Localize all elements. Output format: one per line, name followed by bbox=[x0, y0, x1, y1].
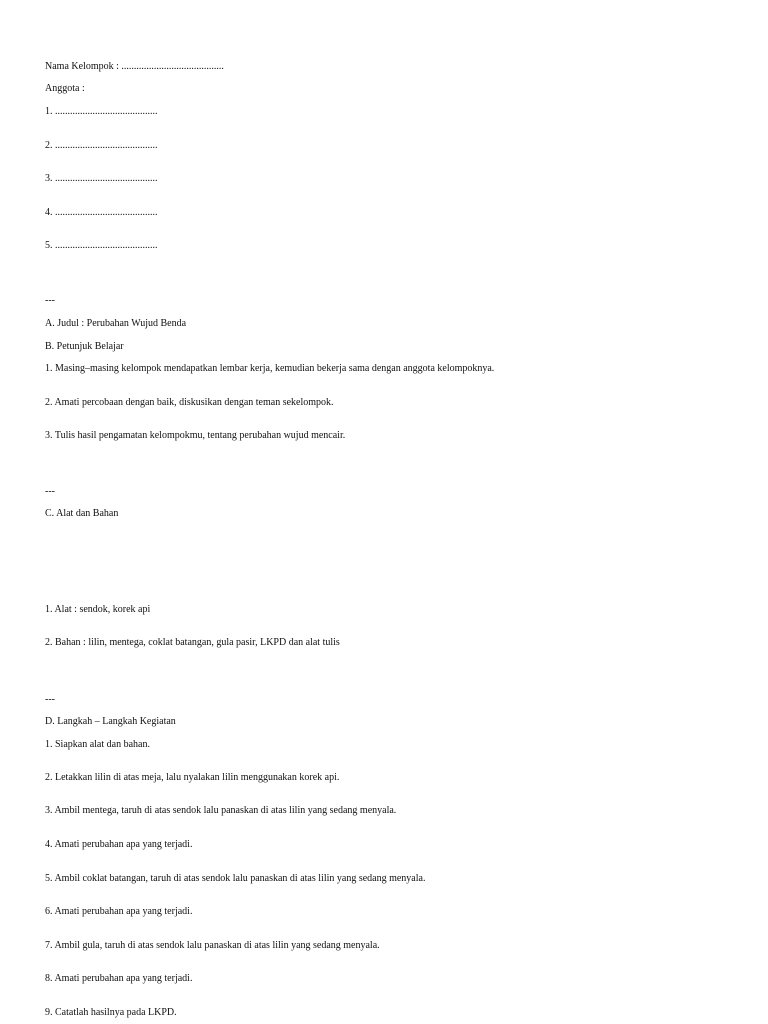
separator-2: --- bbox=[45, 486, 55, 497]
separator-1: --- bbox=[45, 295, 55, 306]
step-item-8: 8. Amati perubahan apa yang terjadi. bbox=[45, 973, 193, 984]
member-line-3: 3. ......................................... bbox=[45, 173, 158, 184]
material-item-1: 1. Alat : sendok, korek api bbox=[45, 604, 151, 615]
section-b-title: B. Petunjuk Belajar bbox=[45, 341, 124, 352]
separator-3: --- bbox=[45, 694, 55, 705]
step-item-9: 9. Catatlah hasilnya pada LKPD. bbox=[45, 1007, 177, 1018]
member-line-1: 1. ......................................... bbox=[45, 106, 158, 117]
member-line-2: 2. ......................................... bbox=[45, 140, 158, 151]
member-line-4: 4. ......................................... bbox=[45, 207, 158, 218]
instruction-item-3: 3. Tulis hasil pengamatan kelompokmu, tentang perubahan wujud mencair. bbox=[45, 430, 346, 441]
members-label: Anggota : bbox=[45, 83, 85, 94]
instruction-item-2: 2. Amati percobaan dengan baik, diskusikan dengan teman sekelompok. bbox=[45, 397, 334, 408]
step-item-3: 3. Ambil mentega, taruh di atas sendok lalu panaskan di atas lilin yang sedang menyala. bbox=[45, 805, 397, 816]
step-item-7: 7. Ambil gula, taruh di atas sendok lalu panaskan di atas lilin yang sedang menyala. bbox=[45, 940, 380, 951]
member-line-5: 5. ......................................... bbox=[45, 240, 158, 251]
step-item-6: 6. Amati perubahan apa yang terjadi. bbox=[45, 906, 193, 917]
section-c-title: C. Alat dan Bahan bbox=[45, 508, 119, 519]
step-item-2: 2. Letakkan lilin di atas meja, lalu nyalakan lilin menggunakan korek api. bbox=[45, 772, 340, 783]
step-item-1: 1. Siapkan alat dan bahan. bbox=[45, 739, 150, 750]
section-d-title: D. Langkah – Langkah Kegiatan bbox=[45, 716, 176, 727]
group-name-field: Nama Kelompok : ......................................... bbox=[45, 61, 224, 72]
material-item-2: 2. Bahan : lilin, mentega, coklat batangan, gula pasir, LKPD dan alat tulis bbox=[45, 637, 340, 648]
section-a-title: A. Judul : Perubahan Wujud Benda bbox=[45, 318, 187, 329]
step-item-5: 5. Ambil coklat batangan, taruh di atas sendok lalu panaskan di atas lilin yang sedang menyala. bbox=[45, 873, 426, 884]
instruction-item-1: 1. Masing–masing kelompok mendapatkan lembar kerja, kemudian bekerja sama dengan anggota kelompoknya. bbox=[45, 363, 495, 374]
step-item-4: 4. Amati perubahan apa yang terjadi. bbox=[45, 839, 193, 850]
